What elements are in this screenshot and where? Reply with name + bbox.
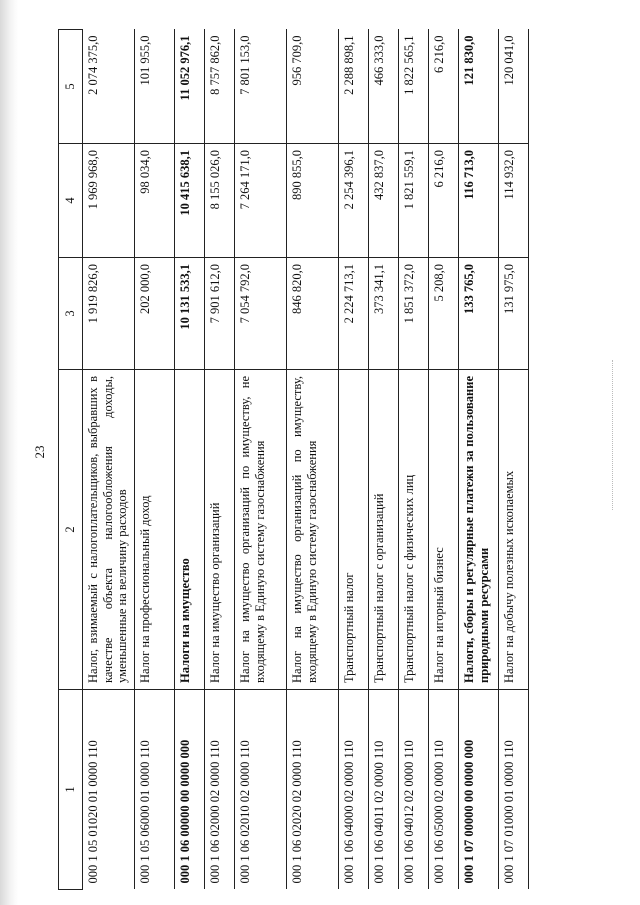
table-row	[174, 30, 204, 890]
value-col3-cell: 7 054 792,0	[234, 258, 286, 370]
value-col3-cell: 846 820,0	[286, 258, 338, 370]
value-col4-cell: 98 034,0	[134, 144, 174, 258]
column-header: 4	[59, 144, 83, 258]
table-row	[398, 30, 428, 890]
value-col5-cell: 101 955,0	[134, 30, 174, 144]
budget-code-cell: 000 1 06 02000 02 0000 110	[204, 690, 234, 890]
item-name-cell: Налог, взимаемый с налогоплательщиков, выбравших в качестве объекта налогообложения доходы, уменьшенные на величину расходов	[82, 370, 134, 690]
table-row	[368, 30, 398, 890]
value-col5-cell: 8 757 862,0	[204, 30, 234, 144]
value-col4-cell: 890 855,0	[286, 144, 338, 258]
page-number: 23	[32, 445, 47, 459]
value-col5-cell: 121 830,0	[458, 30, 498, 144]
scan-faint-mark	[612, 360, 619, 510]
value-col5-cell: 2 288 898,1	[338, 30, 368, 144]
scan-page-edge	[0, 0, 18, 905]
budget-code-cell: 000 1 07 01000 01 0000 110	[498, 690, 528, 890]
item-name-cell: Налоги на имущество	[174, 370, 204, 690]
value-col3-cell: 1 851 372,0	[398, 258, 428, 370]
value-col5-cell: 11 052 976,1	[174, 30, 204, 144]
budget-code-cell: 000 1 06 04000 02 0000 110	[338, 690, 368, 890]
item-name-cell: Налог на имущество организаций по имуществу, входящему в Единую систему газоснабжения	[286, 370, 338, 690]
value-col5-cell: 6 216,0	[428, 30, 458, 144]
table-row	[498, 30, 528, 890]
table-row	[204, 30, 234, 890]
budget-code-cell: 000 1 05 01020 01 0000 110	[82, 690, 134, 890]
table-row	[82, 30, 134, 890]
budget-code-cell: 000 1 06 05000 02 0000 110	[428, 690, 458, 890]
item-name-cell: Налог на имущество организаций по имуществу, не входящему в Единую систему газоснабжения	[234, 370, 286, 690]
value-col4-cell: 114 932,0	[498, 144, 528, 258]
budget-code-cell: 000 1 06 00000 00 0000 000	[174, 690, 204, 890]
item-name-cell: Налог на профессиональный доход	[134, 370, 174, 690]
value-col5-cell: 466 333,0	[368, 30, 398, 144]
table-row	[428, 30, 458, 890]
column-header: 2	[59, 370, 83, 690]
item-name-cell: Налог на имущество организаций	[204, 370, 234, 690]
value-col3-cell: 1 919 826,0	[82, 258, 134, 370]
value-col4-cell: 8 155 026,0	[204, 144, 234, 258]
item-name-cell: Налоги, сборы и регулярные платежи за пользование природными ресурсами	[458, 370, 498, 690]
budget-code-cell: 000 1 06 02020 02 0000 110	[286, 690, 338, 890]
value-col3-cell: 10 131 533,1	[174, 258, 204, 370]
item-name-cell: Налог на игорный бизнес	[428, 370, 458, 690]
table-row	[134, 30, 174, 890]
table-row	[286, 30, 338, 890]
table-row	[458, 30, 498, 890]
budget-code-cell: 000 1 06 04011 02 0000 110	[368, 690, 398, 890]
budget-code-cell: 000 1 06 04012 02 0000 110	[398, 690, 428, 890]
table-row	[338, 30, 368, 890]
rotated-table-container	[58, 30, 603, 890]
value-col5-cell: 2 074 375,0	[82, 30, 134, 144]
budget-code-cell: 000 1 06 02010 02 0000 110	[234, 690, 286, 890]
table-header-row	[59, 30, 83, 890]
value-col3-cell: 7 901 612,0	[204, 258, 234, 370]
value-col5-cell: 1 822 565,1	[398, 30, 428, 144]
value-col4-cell: 116 713,0	[458, 144, 498, 258]
value-col3-cell: 131 975,0	[498, 258, 528, 370]
budget-code-cell: 000 1 07 00000 00 0000 000	[458, 690, 498, 890]
column-header: 1	[59, 690, 83, 890]
column-header: 3	[59, 258, 83, 370]
value-col4-cell: 432 837,0	[368, 144, 398, 258]
value-col4-cell: 7 264 171,0	[234, 144, 286, 258]
value-col3-cell: 133 765,0	[458, 258, 498, 370]
value-col4-cell: 10 415 638,1	[174, 144, 204, 258]
value-col5-cell: 7 801 153,0	[234, 30, 286, 144]
value-col3-cell: 5 208,0	[428, 258, 458, 370]
item-name-cell: Транспортный налог	[338, 370, 368, 690]
item-name-cell: Транспортный налог с организаций	[368, 370, 398, 690]
value-col4-cell: 1 821 559,1	[398, 144, 428, 258]
value-col4-cell: 2 254 396,1	[338, 144, 368, 258]
table-row	[234, 30, 286, 890]
budget-code-cell: 000 1 05 06000 01 0000 110	[134, 690, 174, 890]
value-col3-cell: 373 341,1	[368, 258, 398, 370]
column-header: 5	[59, 30, 83, 144]
value-col3-cell: 2 224 713,1	[338, 258, 368, 370]
value-col5-cell: 120 041,0	[498, 30, 528, 144]
item-name-cell: Налог на добычу полезных ископаемых	[498, 370, 528, 690]
item-name-cell: Транспортный налог с физических лиц	[398, 370, 428, 690]
value-col4-cell: 6 216,0	[428, 144, 458, 258]
revenue-table	[58, 29, 529, 890]
value-col4-cell: 1 969 968,0	[82, 144, 134, 258]
value-col3-cell: 202 000,0	[134, 258, 174, 370]
value-col5-cell: 956 709,0	[286, 30, 338, 144]
